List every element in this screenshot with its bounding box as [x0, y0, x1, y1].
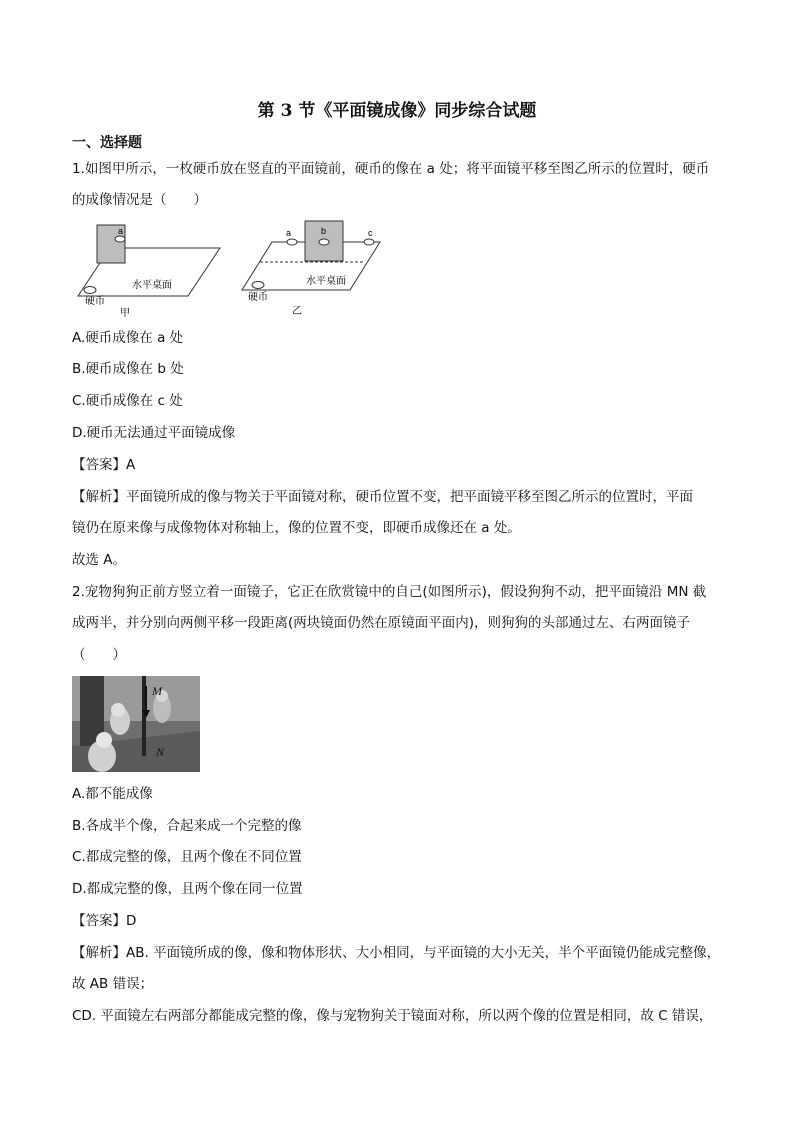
q2-option-d: D.都成完整的像，且两个像在同一位置 [72, 881, 303, 897]
section-heading: 一、选择题 [72, 135, 142, 151]
position-b [319, 239, 329, 245]
label-b: b [321, 226, 327, 236]
q2-answer: 【答案】D [72, 913, 137, 929]
q1-conclusion: 故选 A。 [72, 552, 127, 568]
q1-option-d: D.硬币无法通过平面镜成像 [72, 425, 236, 441]
q2-option-a: A.都不能成像 [72, 786, 153, 802]
q1-answer: 【答案】A [72, 457, 136, 473]
label-n: N [156, 745, 165, 759]
coin-label: 硬币 [85, 296, 105, 307]
label-c: c [368, 228, 373, 238]
dog-mirror-photo [72, 676, 200, 772]
coin-label: 硬币 [248, 292, 268, 303]
figure-yi [240, 218, 390, 318]
q2-stem-line2: 成两半，并分别向两侧平移一段距离(两块镜面仍然在原镜面平面内)，则狗狗的头部通过左、右两面镜子 [72, 615, 691, 631]
caption-jia: 甲 [120, 308, 130, 319]
q2-stem-line1: 2.宠物狗狗正前方竖立着一面镜子，它正在欣赏镜中的自己(如图所示)，假设狗狗不动，把平面镜沿 MN 截 [72, 584, 707, 600]
q1-option-b: B.硬币成像在 b 处 [72, 361, 184, 377]
q2-analysis-line3: CD. 平面镜左右两部分都能成完整的像，像与宠物狗关于镜面对称，所以两个像的位置是相同，故 C 错误， [72, 1008, 713, 1024]
q1-option-a: A.硬币成像在 a 处 [72, 330, 184, 346]
q1-stem-line1: 1.如图甲所示，一枚硬币放在竖直的平面镜前，硬币的像在 a 处；将平面镜平移至图乙所示的位置时，硬币 [72, 161, 710, 177]
q1-analysis-line1: 【解析】平面镜所成的像与物关于平面镜对称，硬币位置不变，把平面镜平移至图乙所示的位置时，平面 [72, 489, 693, 505]
q1-analysis-line2: 镜仍在原来像与成像物体对称轴上，像的位置不变，即硬币成像还在 a 处。 [72, 520, 521, 536]
dog-photo-illustration [72, 676, 200, 772]
q2-analysis-line1: 【解析】AB. 平面镜所成的像，像和物体形状、大小相同，与平面镜的大小无关，半个平面镜仍能成完整像， [72, 945, 721, 961]
q1-stem-line2: 的成像情况是（ ） [72, 192, 207, 208]
position-c [364, 239, 374, 245]
q2-stem-line3: （ ） [72, 647, 126, 663]
desk-label: 水平桌面 [306, 276, 346, 287]
q2-analysis-line2: 故 AB 错误； [72, 976, 154, 992]
label-a: a [286, 228, 292, 238]
label-m: M [152, 684, 162, 698]
q2-option-c: C.都成完整的像，且两个像在不同位置 [72, 849, 302, 865]
coin [84, 287, 96, 294]
position-a [287, 239, 297, 245]
page-title: 第 3 节《平面镜成像》同步综合试题 [257, 101, 537, 121]
q2-option-b: B.各成半个像，合起来成一个完整的像 [72, 818, 302, 834]
q1-option-c: C.硬币成像在 c 处 [72, 393, 183, 409]
figure-jia [70, 220, 230, 320]
caption-yi: 乙 [292, 306, 302, 317]
coin [252, 282, 264, 289]
label-a: a [118, 226, 124, 236]
image-a [115, 236, 125, 242]
desk-label: 水平桌面 [132, 280, 172, 291]
